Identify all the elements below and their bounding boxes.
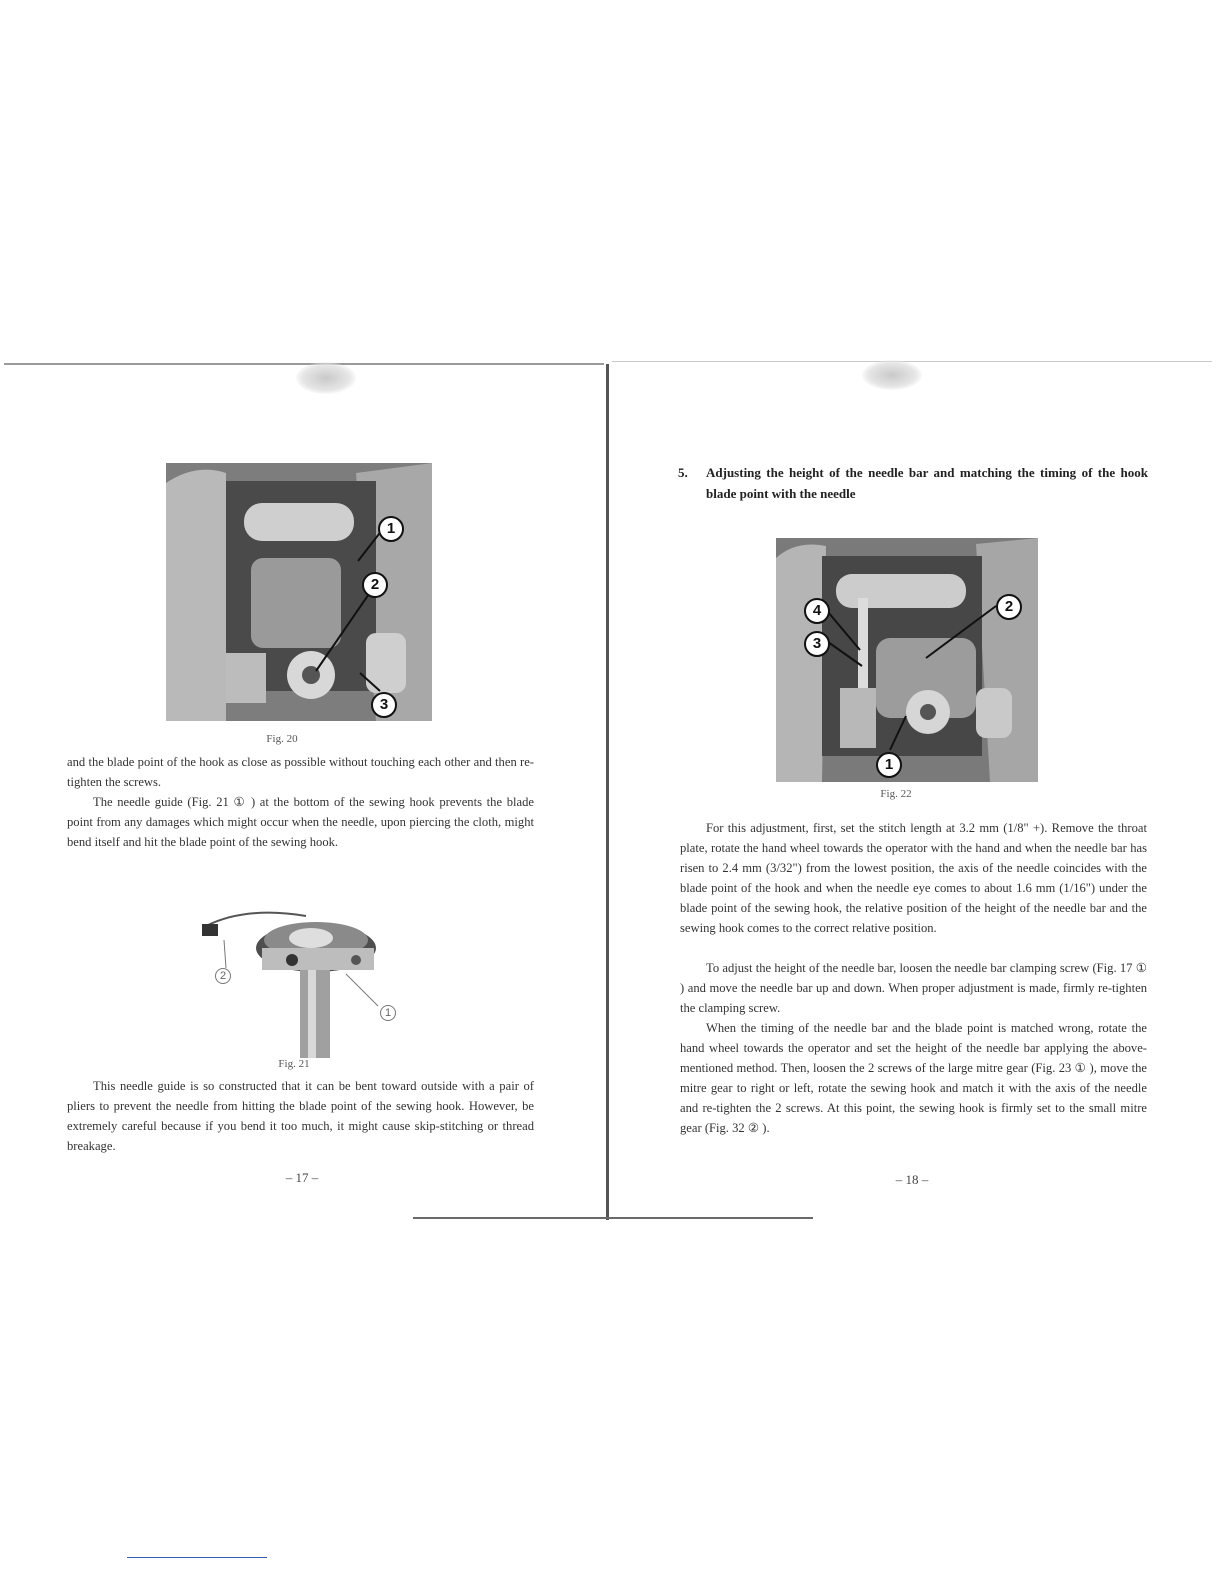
left-page-number: – 17 – bbox=[285, 1170, 319, 1185]
fig21-callout-2: 2 bbox=[215, 968, 231, 984]
fig20-photo bbox=[166, 463, 432, 721]
top-edge-rule-right bbox=[612, 361, 1212, 362]
book-spine bbox=[606, 364, 609, 1220]
fig21-caption: Fig. 21 bbox=[278, 1058, 310, 1070]
section-heading bbox=[678, 462, 1148, 506]
right-paragraph-2: To adjust the height of the needle bar, loosen the needle bar clamping screw (Fig. 17 ① ) and move the needle bar up and down. When proper adjustment is made, firmly re-tighten the clamping screw. bbox=[680, 961, 1147, 1015]
fig20-caption: Fig. 20 bbox=[266, 733, 298, 745]
fig20-callout-1: 1 bbox=[378, 516, 404, 542]
fig22-caption: Fig. 22 bbox=[880, 788, 912, 800]
left-paragraph-2: The needle guide (Fig. 21 ① ) at the bottom of the sewing hook prevents the blade point from any damages which might occur when the needle, upon piercing the cloth, might bend itself and hit the blade point of the sewing hook. bbox=[67, 795, 534, 849]
left-paragraph-1: and the blade point of the hook as close as possible without touching each other and then re-tighten the screws. bbox=[67, 755, 534, 789]
fig22-callout-1: 1 bbox=[876, 752, 902, 778]
bottom-edge-rule bbox=[413, 1217, 813, 1219]
right-page-number: – 18 – bbox=[895, 1172, 929, 1187]
right-paragraph-3: When the timing of the needle bar and the blade point is matched wrong, rotate the hand wheel towards the operator and set the height of the needle bar applying the above-mentioned method. Then, loosen the 2 screws of the large mitre gear (Fig. 23 ① ), move the mitre gear to right or left, rotate the sewing hook and match it with the axis of the needle and re-tighten the 2 screws. At this point, the sewing hook is firmly set to the small mitre gear (Fig. 32 ② ). bbox=[680, 1021, 1147, 1135]
fig22-photo bbox=[776, 538, 1038, 782]
fig20-callout-2: 2 bbox=[362, 572, 388, 598]
binding-mark-right bbox=[862, 360, 922, 390]
section-title: Adjusting the height of the needle bar and matching the timing of the hook blade point with the needle bbox=[706, 465, 1148, 501]
fig22-callout-2: 2 bbox=[996, 594, 1022, 620]
left-paragraph-3: This needle guide is so constructed that it can be bent toward outside with a pair of pliers to prevent the needle from hitting the blade point of the sewing hook. However, be extremely careful because if you bend it too much, it might cause skip-stitching or thread breakage. bbox=[67, 1079, 534, 1153]
footer-link-rule bbox=[127, 1557, 267, 1558]
section-number: 5. bbox=[678, 465, 688, 480]
fig22-callout-4: 4 bbox=[804, 598, 830, 624]
right-paragraph-1: For this adjustment, first, set the stitch length at 3.2 mm (1/8" +). Remove the throat plate, rotate the hand wheel towards the operator with the hand and when the needle bar has risen to 2.4 mm (3/32") from the lowest position, the axis of the needle coincides with the blade point of the hook and when the needle eye comes to about 1.6 mm (1/16") under the blade point of the sewing hook, the relative position of the height of the needle bar and the sewing hook comes to the correct relative position. bbox=[680, 821, 1147, 935]
top-edge-rule-left bbox=[4, 363, 604, 365]
binding-mark-left bbox=[296, 362, 356, 394]
fig21-callout-1: 1 bbox=[380, 1005, 396, 1021]
fig22-callout-3: 3 bbox=[804, 631, 830, 657]
fig20-callout-3: 3 bbox=[371, 692, 397, 718]
